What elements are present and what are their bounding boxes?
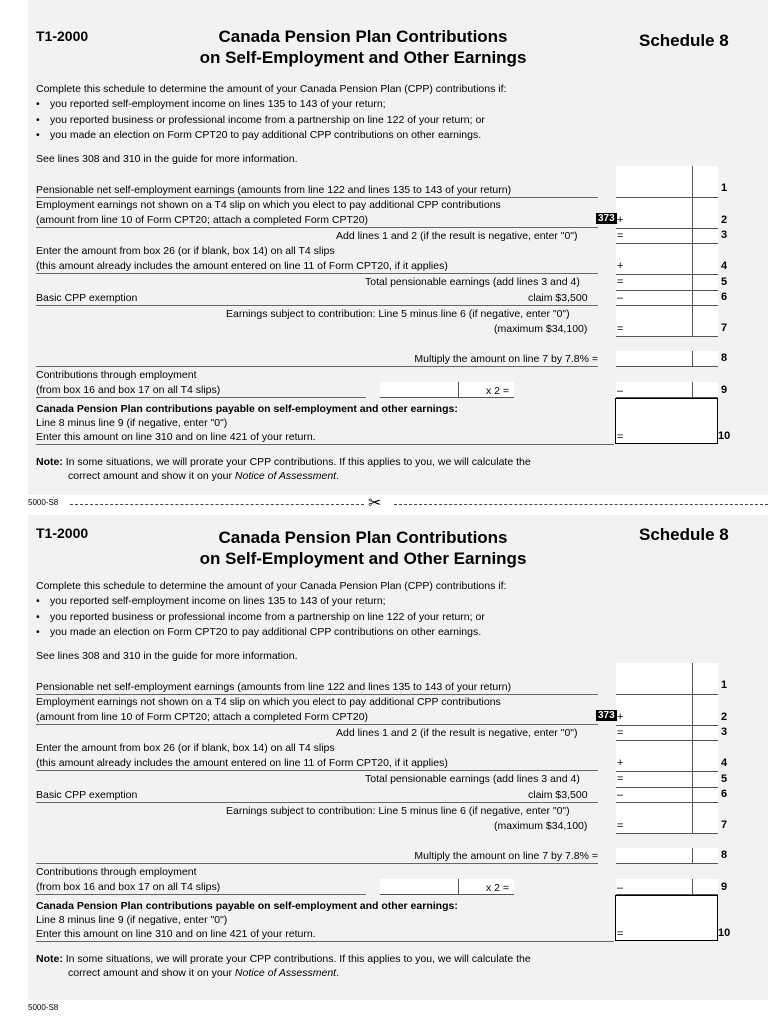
note-text: In some situations, we will prorate your CPP contributions. If this applies to you, we will calculate the (62, 456, 531, 468)
line-number: 4 (721, 260, 728, 272)
line-8-label (36, 849, 598, 864)
line-2-label-a: Employment earnings not shown on a T4 slip on which you elect to pay additional CPP contributions (36, 199, 501, 211)
line-number: 5 (721, 773, 728, 785)
line-number: 4 (721, 757, 728, 769)
form-copy-bottom (28, 497, 768, 994)
line-6-amount[interactable] (616, 291, 718, 306)
line-6-label: Basic CPP exemption (36, 788, 598, 803)
line-number: 10 (718, 927, 731, 939)
line-10-label-b: Line 8 minus line 9 (if negative, enter "0") (36, 914, 228, 926)
note-text: correct amount and show it on your (68, 967, 235, 979)
form-id: T1-2000 (36, 525, 89, 541)
line-2-amount[interactable] (616, 198, 718, 229)
form-title (163, 26, 563, 68)
cut-line (28, 495, 768, 515)
equals-sign: = (617, 820, 624, 832)
line-4-label-b: (this amount already includes the amount entered on line 11 of Form CPT20, if it applies) (36, 756, 598, 771)
plus-sign: + (617, 214, 624, 226)
form-title (163, 527, 563, 569)
line-number: 2 (721, 711, 728, 723)
line-10-label-a: Canada Pension Plan contributions payable on self-employment and other earnings: (36, 403, 458, 415)
note-text: correct amount and show it on your (68, 470, 235, 482)
line-4-amount[interactable] (616, 244, 718, 275)
bullet-item: • you reported business or professional income from a partnership on line 122 of your return; or (50, 610, 485, 624)
line-6-claim: claim $3,500 (528, 789, 588, 801)
footer-form-code: 5000-S8 (28, 1003, 59, 1012)
line-2-label-a: Employment earnings not shown on a T4 slip on which you elect to pay additional CPP contributions (36, 696, 501, 708)
line-number: 10 (718, 430, 731, 442)
note-line-1 (36, 952, 531, 966)
note-text: . (336, 967, 339, 979)
plus-sign: + (617, 260, 624, 272)
note-text: . (336, 470, 339, 482)
line-code-373: 373 (598, 710, 615, 721)
line-4-label-b: (this amount already includes the amount entered on line 11 of Form CPT20, if it applies) (36, 259, 598, 274)
form-title-line1: Canada Pension Plan Contributions (218, 528, 508, 547)
line-10-amount[interactable] (615, 895, 718, 941)
bullet-item: • you reported self-employment income on lines 135 to 143 of your return; (50, 97, 386, 111)
note-label: Note: (36, 456, 63, 468)
form-id: T1-2000 (36, 28, 89, 44)
note-line-1 (36, 455, 531, 469)
footer-form-code: 5000-S8 (28, 498, 59, 507)
cents-divider (458, 382, 459, 397)
line-3-label: Add lines 1 and 2 (if the result is negative, enter "0") (336, 230, 578, 242)
schedule-label: Schedule 8 (639, 31, 729, 50)
line-number: 2 (721, 214, 728, 226)
line-code-373: 373 (598, 213, 615, 224)
line-3-label: Add lines 1 and 2 (if the result is negative, enter "0") (336, 727, 578, 739)
form-title-line2: on Self-Employment and Other Earnings (199, 48, 527, 67)
line-9-label-a: Contributions through employment (36, 369, 197, 381)
line-number: 8 (721, 352, 728, 364)
line-number: 6 (721, 788, 728, 800)
line-number: 3 (721, 229, 728, 241)
line-9-label-a: Contributions through employment (36, 866, 197, 878)
line-10-label-a: Canada Pension Plan contributions payable on self-employment and other earnings: (36, 900, 458, 912)
line-number: 9 (721, 384, 728, 396)
equals-sign: = (617, 928, 624, 940)
form-title-line2: on Self-Employment and Other Earnings (199, 549, 527, 568)
line-8-text: Multiply the amount on line 7 by 7.8% = (414, 850, 598, 862)
line-6-amount[interactable] (616, 788, 718, 803)
line-number: 6 (721, 291, 728, 303)
cents-divider (692, 382, 693, 397)
note-line-2 (68, 469, 339, 483)
plus-sign: + (617, 757, 624, 769)
bullet-item: • you reported self-employment income on lines 135 to 143 of your return; (50, 594, 386, 608)
minus-sign: – (617, 789, 624, 801)
equals-sign: = (617, 323, 624, 335)
equals-sign: = (617, 431, 624, 443)
notice-of-assessment: Notice of Assessment (234, 967, 337, 979)
line-6-label: Basic CPP exemption (36, 291, 598, 306)
cents-divider (692, 351, 693, 366)
equals-sign: = (617, 727, 624, 739)
line-number: 1 (721, 679, 728, 691)
line-8-label (36, 352, 598, 367)
cents-divider (692, 166, 693, 336)
bullet-item: • you reported business or professional income from a partnership on line 122 of your return; or (50, 113, 485, 127)
line-9-label-b: (from box 16 and box 17 on all T4 slips) (36, 383, 366, 398)
line-7-amount[interactable] (616, 306, 718, 337)
note-line-2 (68, 966, 339, 980)
line-7-label-b: (maximum $34,100) (494, 820, 588, 832)
line-3-amount[interactable] (616, 726, 718, 741)
cents-divider (692, 663, 693, 833)
line-9-amount[interactable] (616, 879, 718, 895)
line-number: 7 (721, 322, 728, 334)
intro-text: Complete this schedule to determine the amount of your Canada Pension Plan (CPP) contributions if: (36, 83, 507, 95)
line-4-label-a: Enter the amount from box 26 (or if blank, box 14) on all T4 slips (36, 245, 335, 257)
cents-divider (692, 848, 693, 863)
line-7-label-a: Earnings subject to contribution: Line 5 minus line 6 (if negative, enter "0") (226, 805, 570, 817)
line-10-amount[interactable] (615, 398, 718, 444)
minus-sign: – (617, 385, 624, 397)
line-8-amount[interactable] (616, 848, 718, 864)
line-number: 5 (721, 276, 728, 288)
equals-sign: = (617, 773, 624, 785)
line-1-label: Pensionable net self-employment earnings (amounts from line 122 and lines 135 to 143 of your return) (36, 680, 598, 695)
form-copy-top (28, 0, 768, 497)
line-8-amount[interactable] (616, 351, 718, 367)
cents-divider (458, 879, 459, 894)
line-1-label: Pensionable net self-employment earnings (amounts from line 122 and lines 135 to 143 of your return) (36, 183, 598, 198)
line-number: 8 (721, 849, 728, 861)
line-2-amount[interactable] (616, 695, 718, 726)
line-1-amount[interactable] (616, 166, 718, 198)
line-2-label-b: (amount from line 10 of Form CPT20; attach a completed Form CPT20) (36, 213, 598, 228)
note-label: Note: (36, 953, 63, 965)
line-7-label-b: (maximum $34,100) (494, 323, 588, 335)
line-10-label-c: Enter this amount on line 310 and on line 421 of your return. (36, 430, 614, 445)
line-10-label-c: Enter this amount on line 310 and on line 421 of your return. (36, 927, 614, 942)
cut-dash-right (394, 504, 768, 505)
line-2-label-b: (amount from line 10 of Form CPT20; attach a completed Form CPT20) (36, 710, 598, 725)
bullet-item: • you made an election on Form CPT20 to pay additional CPP contributions on other earnings. (50, 128, 481, 142)
line-number: 1 (721, 182, 728, 194)
line-number: 7 (721, 819, 728, 831)
equals-sign: = (617, 230, 624, 242)
plus-sign: + (617, 711, 624, 723)
cents-divider (692, 879, 693, 894)
line-5-amount[interactable] (616, 772, 718, 788)
schedule-label: Schedule 8 (639, 525, 729, 544)
line-number: 9 (721, 881, 728, 893)
intro-text: Complete this schedule to determine the amount of your Canada Pension Plan (CPP) contributions if: (36, 580, 507, 592)
line-7-label-a: Earnings subject to contribution: Line 5 minus line 6 (if negative, enter "0") (226, 308, 570, 320)
note-text: In some situations, we will prorate your CPP contributions. If this applies to you, we will calculate the (62, 953, 531, 965)
minus-sign: – (617, 882, 624, 894)
equals-sign: = (617, 276, 624, 288)
line-9-amount[interactable] (616, 382, 718, 398)
line-9-multiply: x 2 = (486, 882, 510, 894)
line-5-label: Total pensionable earnings (add lines 3 and 4) (365, 773, 580, 785)
line-6-claim: claim $3,500 (528, 292, 588, 304)
line-10-label-b: Line 8 minus line 9 (if negative, enter "0") (36, 417, 228, 429)
line-7-amount[interactable] (616, 803, 718, 834)
line-number: 3 (721, 726, 728, 738)
cut-dash-left (70, 504, 364, 505)
line-4-label-a: Enter the amount from box 26 (or if blank, box 14) on all T4 slips (36, 742, 335, 754)
line-5-amount[interactable] (616, 275, 718, 291)
line-8-text: Multiply the amount on line 7 by 7.8% = (414, 353, 598, 365)
see-lines-text: See lines 308 and 310 in the guide for more information. (36, 153, 298, 165)
line-9-multiply: x 2 = (486, 385, 510, 397)
see-lines-text: See lines 308 and 310 in the guide for more information. (36, 650, 298, 662)
line-3-amount[interactable] (616, 229, 718, 244)
line-1-amount[interactable] (616, 663, 718, 695)
scissors-icon: ✂ (368, 495, 382, 512)
minus-sign: – (617, 292, 624, 304)
notice-of-assessment: Notice of Assessment (234, 470, 337, 482)
line-5-label: Total pensionable earnings (add lines 3 and 4) (365, 276, 580, 288)
bullet-item: • you made an election on Form CPT20 to pay additional CPP contributions on other earnings. (50, 625, 481, 639)
line-4-amount[interactable] (616, 741, 718, 772)
form-title-line1: Canada Pension Plan Contributions (218, 27, 508, 46)
line-9-label-b: (from box 16 and box 17 on all T4 slips) (36, 880, 366, 895)
